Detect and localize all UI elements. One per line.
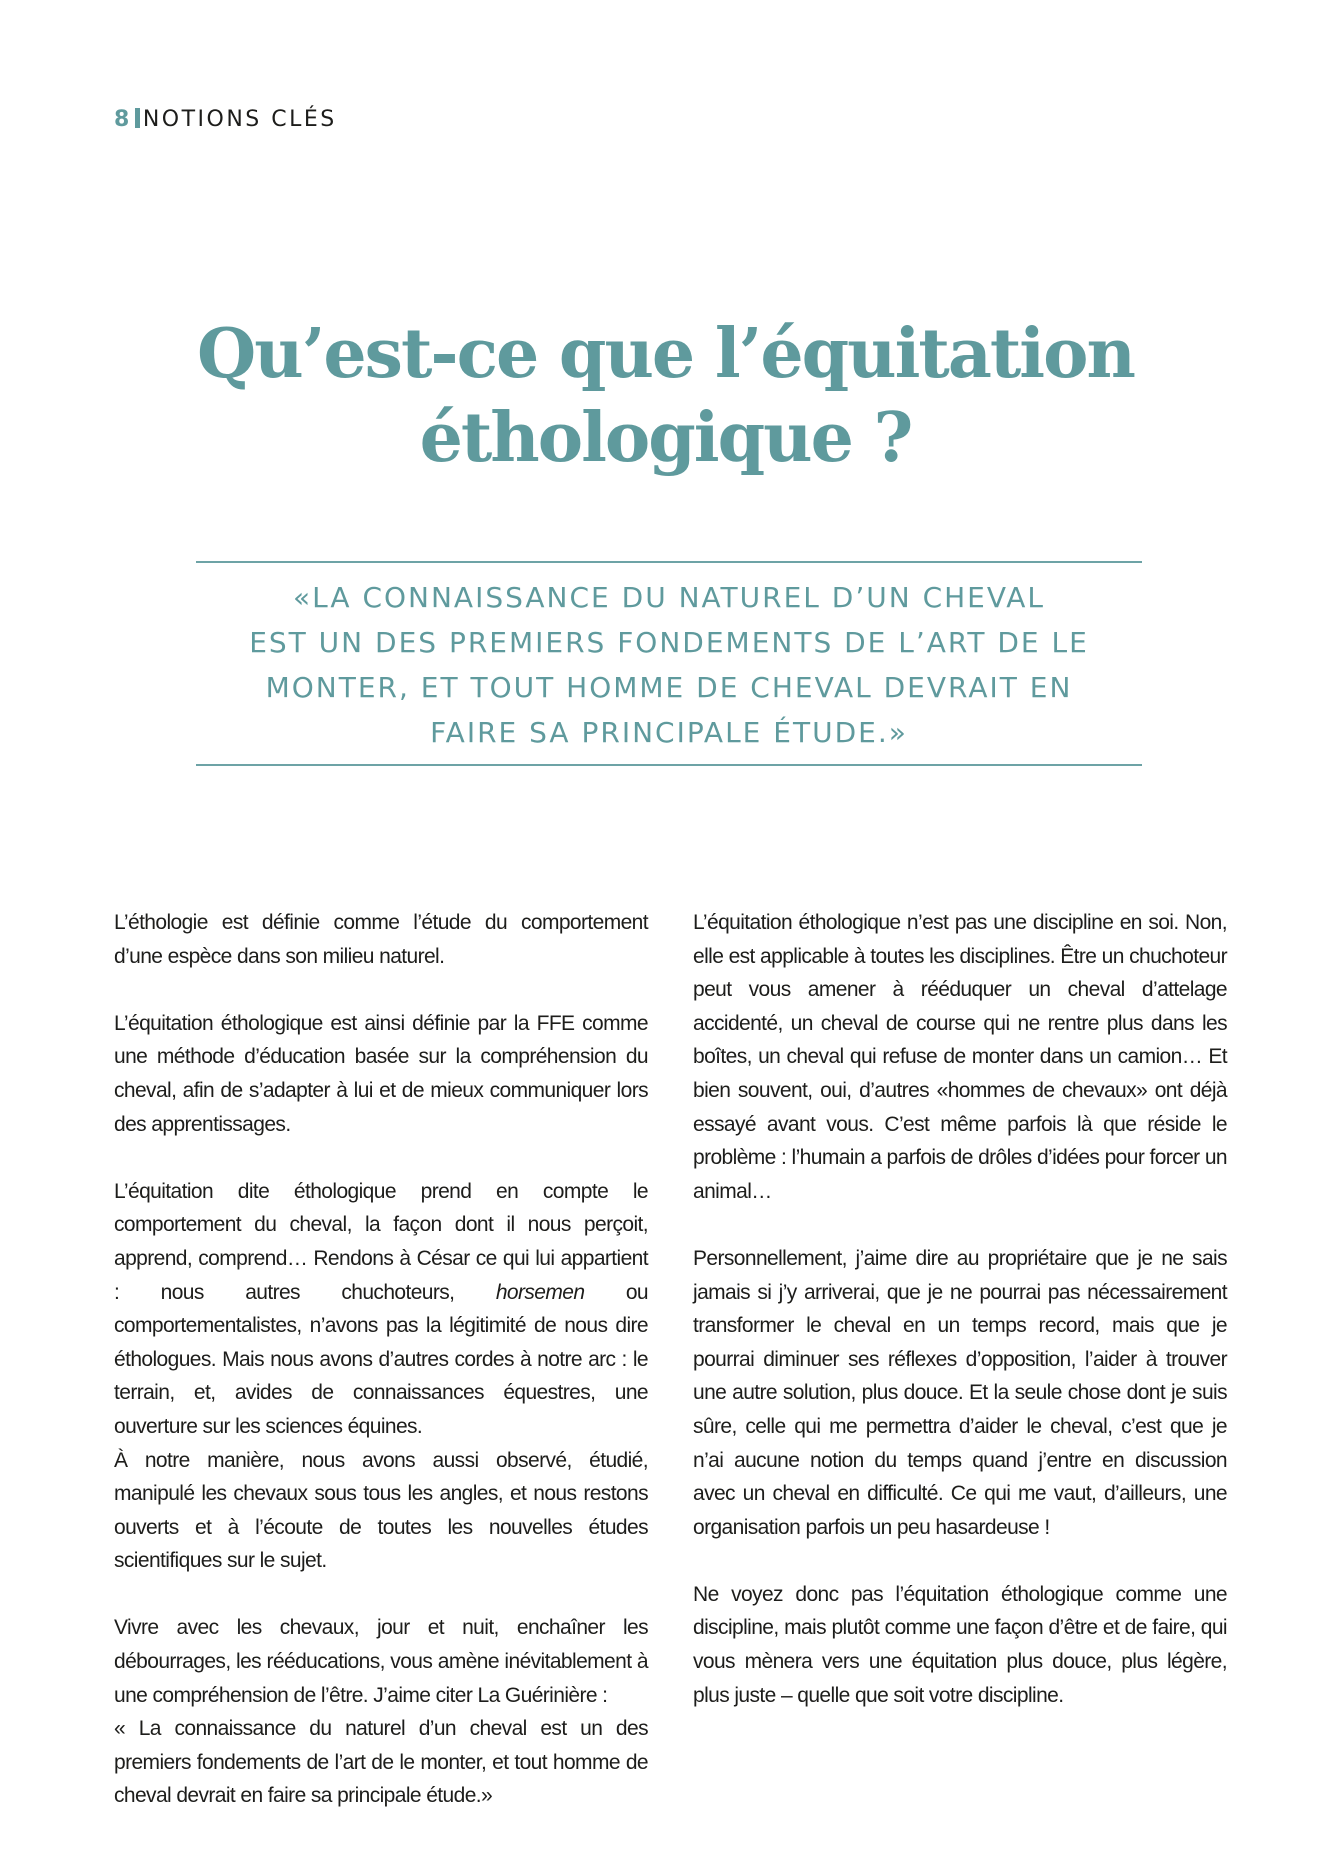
paragraph: Personnellement, j’aime dire au propriétaire que je ne sais jamais si j’y arriverai, que je ne pourrai pas nécessairement transformer le cheval en un temps record, mais que je pourrai diminuer ses réflexes d’opposition, l’aider à trouver une autre solution, plus douce. Et la seule chose dont je suis sûre, celle qui me permettra d’aider le cheval, c’est que je n’ai aucune notion du temps quand j’entre en discussion avec un cheval en difficulté. Ce qui me vaut, d’ailleurs, une organisation parfois un peu hasardeuse ! [693,1246,1227,1539]
pull-quote-line-3: MONTER, ET TOUT HOMME DE CHEVAL DEVRAIT EN [265,671,1073,704]
paragraph-text: ou comportementalistes, n’avons pas la légitimité de nous dire éthologues. Mais nous avons d’autres cordes à notre arc : le terrain, et, avides de connaissances équestres, une ouverture sur les sciences équines. [114,1280,648,1438]
paragraph-text: L’équitation dite éthologique prend en compte le comportement du cheval, la façon dont il nous perçoit, apprend, comprend… Rendons à César ce qui lui appartient : nous autres chuchoteurs, [114,1179,648,1304]
paragraph: L’éthologie est définie comme l’étude du comportement d’une espèce dans son milieu naturel. [114,911,648,968]
pull-quote-bottom-rule [196,764,1142,766]
paragraph: Vivre avec les chevaux, jour et nuit, enchaîner les débourrages, les rééducations, vous amène inévitablement à une compréhension de l’être. J’aime citer La Guérinière : [114,1616,648,1707]
title-line-1: Qu’est-ce que l’équitation [197,314,1134,394]
paragraph: L’équitation éthologique est ainsi définie par la FFE comme une méthode d’éducation basée sur la compréhension du cheval, afin de s’adapter à lui et de mieux communiquer lors des apprentissages. [114,1011,648,1136]
section-title: NOTIONS CLÉS [142,107,337,132]
title-line-2: éthologique ? [419,398,912,478]
pull-quote-line-1: «LA CONNAISSANCE DU NATUREL D’UN CHEVAL [293,581,1045,614]
right-column [693,906,1227,1746]
page-number: 8 [114,107,132,132]
pull-quote-line-2: EST UN DES PREMIERS FONDEMENTS DE L’ART DE LE [249,626,1089,659]
pull-quote-line-4: FAIRE SA PRINCIPALE ÉTUDE.» [430,716,908,749]
paragraph: À notre manière, nous avons aussi observé, étudié, manipulé les chevaux sous tous les angles, et nous restons ouverts et à l’écoute de toutes les nouvelles études scientifiques sur le sujet. [114,1448,648,1573]
separator-bar [135,108,140,128]
paragraph: L’équitation éthologique n’est pas une discipline en soi. Non, elle est applicable à toutes les disciplines. Être un chuchoteur peut vous amener à rééduquer un cheval d’attelage accidenté, un cheval de course qui ne rentre plus dans les boîtes, un cheval qui refuse de monter dans un camion… Et bien souvent, oui, d’autres «hommes de chevaux» ont déjà essayé avant vous. C’est même parfois là que réside le problème : l’humain a parfois de drôles d’idées pour forcer un animal… [693,911,1227,1203]
pull-quote-top-rule [196,561,1142,563]
italic-term: horsemen [495,1280,585,1304]
pull-quote [196,575,1142,755]
paragraph [114,1175,648,1444]
running-head [114,107,337,132]
left-column [114,906,648,1847]
quotation: « La connaissance du naturel d’un cheval est un des premiers fondements de l’art de le monter, et tout homme de cheval devrait en faire sa principale étude.» [114,1717,648,1808]
paragraph: Ne voyez donc pas l’équitation éthologique comme une discipline, mais plutôt comme une façon d’être et de faire, qui vous mènera vers une équitation plus douce, plus légère, plus juste – quelle que soit votre discipline. [693,1582,1227,1707]
page-title [0,312,1331,480]
